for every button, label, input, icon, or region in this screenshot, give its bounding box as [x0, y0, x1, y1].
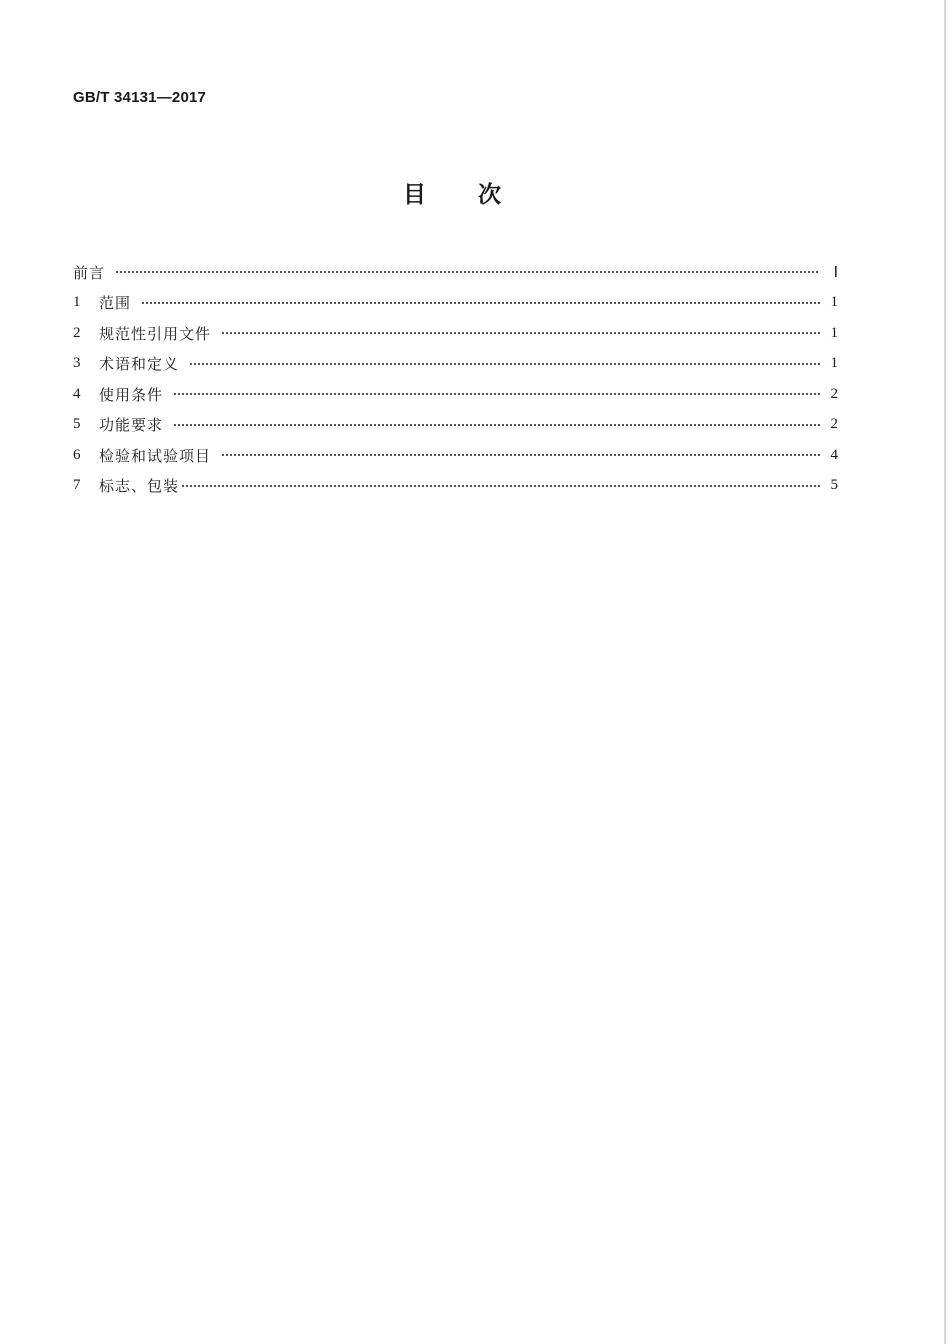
toc-entry-label: 功能要求 [99, 416, 164, 435]
toc-entry-label: 规范性引用文件 [99, 324, 212, 343]
toc-entry-scope[interactable] [73, 288, 838, 319]
toc-entry-label: 检验和试验项目 [99, 446, 212, 465]
toc-entry-inspection-tests[interactable] [73, 440, 838, 471]
table-of-contents [73, 257, 838, 501]
toc-entry-number: 2 [73, 324, 81, 341]
toc-title: 目次 [403, 182, 553, 208]
toc-entry-page: 2 [830, 416, 838, 433]
dot-leader [189, 363, 820, 365]
toc-entry-marking-packaging[interactable] [73, 471, 838, 502]
dot-leader [221, 454, 820, 456]
standard-code: GB/T 34131—2017 [73, 89, 207, 106]
toc-entry-page: 1 [830, 324, 838, 341]
dot-leader [115, 271, 820, 273]
dot-leader [181, 485, 820, 487]
dot-leader [141, 302, 820, 304]
toc-entry-page: 4 [830, 446, 838, 463]
toc-entry-label: 标志、包装 [99, 477, 180, 496]
toc-entry-label: 前言 [73, 263, 106, 282]
toc-entry-number: 6 [73, 446, 81, 463]
page-edge-shadow [944, 0, 946, 1344]
toc-entry-number: 7 [73, 477, 81, 494]
toc-entry-number: 4 [73, 385, 81, 402]
toc-entry-page: Ⅰ [833, 264, 838, 281]
toc-entry-conditions-of-use[interactable] [73, 379, 838, 410]
toc-entry-foreword[interactable] [73, 257, 838, 288]
toc-entry-normative-references[interactable] [73, 318, 838, 349]
toc-entry-functional-requirements[interactable] [73, 410, 838, 441]
toc-entry-number: 1 [73, 294, 81, 311]
toc-entry-page: 1 [830, 355, 838, 372]
toc-entry-label: 范围 [99, 294, 132, 313]
toc-entry-terms-definitions[interactable] [73, 349, 838, 380]
dot-leader [221, 332, 820, 334]
toc-entry-number: 5 [73, 416, 81, 433]
toc-entry-page: 2 [830, 385, 838, 402]
dot-leader [173, 393, 820, 395]
toc-entry-number: 3 [73, 355, 81, 372]
toc-entry-label: 术语和定义 [99, 355, 180, 374]
dot-leader [173, 424, 820, 426]
toc-entry-page: 5 [830, 477, 838, 494]
toc-entry-label: 使用条件 [99, 385, 164, 404]
toc-entry-page: 1 [830, 294, 838, 311]
